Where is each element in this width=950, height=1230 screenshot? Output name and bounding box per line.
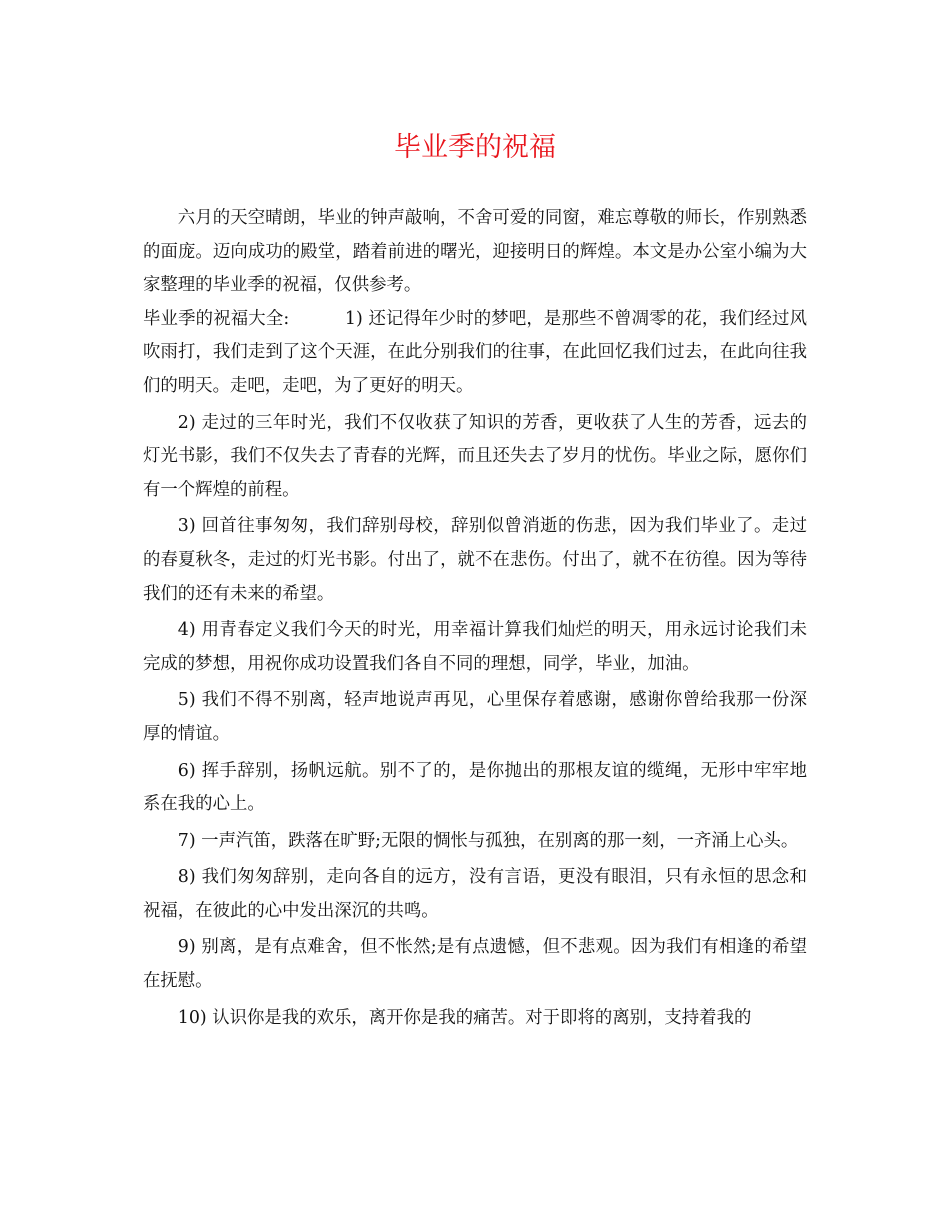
list-item: 9) 别离，是有点难舍，但不怅然;是有点遗憾，但不悲观。因为我们有相逢的希望在抚慰。 bbox=[143, 937, 807, 992]
intro-paragraph: 六月的天空晴朗，毕业的钟声敲响，不舍可爱的同窗，难忘尊敬的师长，作别熟悉的面庞。迈向成功的殿堂，踏着前进的曙光，迎接明日的辉煌。本文是办公室小编为大家整理的毕业季的祝福，仅供参考。 bbox=[143, 208, 807, 296]
list-item: 8) 我们匆匆辞别，走向各自的远方，没有言语，更没有眼泪，只有永恒的思念和祝福，在彼此的心中发出深沉的共鸣。 bbox=[143, 867, 807, 921]
document-body bbox=[143, 202, 807, 1035]
list-item: 1) 还记得年少时的梦吧，是那些不曾凋零的花，我们经过风吹雨打，我们走到了这个天涯，在此分别我们的往事，在此回忆我们过去，在此向往我们的明天。走吧，走吧，为了更好的明天。 bbox=[143, 308, 807, 396]
list-item: 3) 回首往事匆匆，我们辞别母校，辞别似曾消逝的伤悲，因为我们毕业了。走过的春夏秋冬，走过的灯光书影。付出了，就不在悲伤。付出了，就不在彷徨。因为等待我们的还有未来的希望。 bbox=[143, 516, 807, 604]
section-label: 毕业季的祝福大全: bbox=[143, 308, 290, 329]
list-item: 2) 走过的三年时光，我们不仅收获了知识的芳香，更收获了人生的芳香，远去的灯光书影，我们不仅失去了青春的光辉，而且还失去了岁月的忧伤。毕业之际，愿你们有一个辉煌的前程。 bbox=[143, 412, 807, 500]
list-item: 4) 用青春定义我们今天的时光，用幸福计算我们灿烂的明天，用永远讨论我们未完成的梦想，用祝你成功设置我们各自不同的理想，同学，毕业，加油。 bbox=[143, 620, 807, 674]
list-item: 5) 我们不得不别离，轻声地说声再见，心里保存着感谢，感谢你曾给我那一份深厚的情谊。 bbox=[143, 690, 807, 744]
list-item: 10) 认识你是我的欢乐，离开你是我的痛苦。对于即将的离别，支持着我的 bbox=[177, 1007, 752, 1028]
document-title: 毕业季的祝福 bbox=[394, 132, 556, 163]
section-paragraph bbox=[143, 303, 807, 404]
list-item: 7) 一声汽笛，跌落在旷野;无限的惆怅与孤独，在别离的那一刻，一齐涌上心头。 bbox=[177, 830, 799, 851]
list-item: 6) 挥手辞别，扬帆远航。别不了的，是你抛出的那根友谊的缆绳，无形中牢牢地系在我的心上。 bbox=[143, 760, 807, 815]
